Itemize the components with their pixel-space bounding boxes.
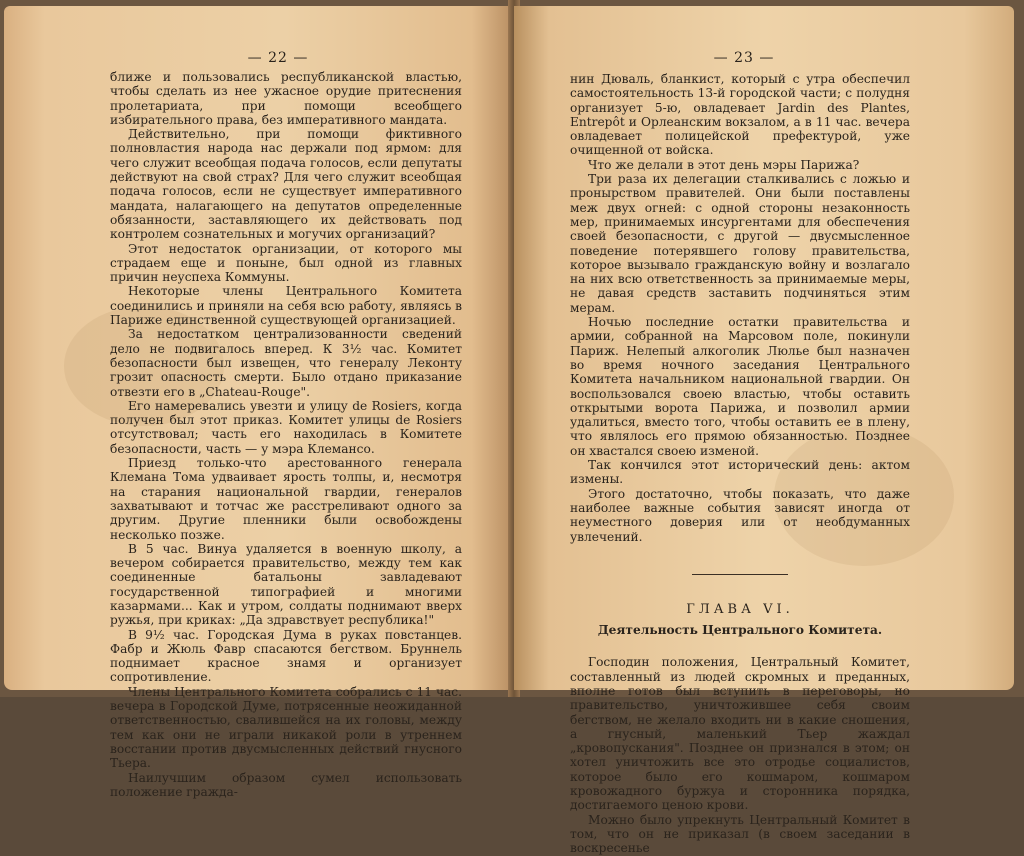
paragraph: Что же делали в этот день мэры Парижа? xyxy=(588,157,860,172)
paragraph: Три раза их делегации сталкивались с ложью и пронырством правителей. Они были поставлены меж двух огней: с одной стороны незаконность мер, принимаемых инсургентами для обеспечения своей безопасности, с другой — двусмысленное поведение потерявшего голову правительства, которое вызывало гражданскую войну и возлагало на них всю ответственность за принимаемые меры, не давая средств заставить подчиняться этим мерам. xyxy=(570,172,910,315)
paragraph: Некоторые члены Центрального Комитета соединились и приняли на себя всю работу, являясь в Париже единственной существующей организацией. xyxy=(110,284,462,328)
paragraph: В 9½ час. Городская Дума в руках повстанцев. Фабр и Жюль Фавр спасаются бегством. Бруннель поднимает красное знамя и организует сопротивление. xyxy=(110,627,462,685)
paragraph: Этого достаточно, чтобы показать, что даже наиболее важные события зависят иногда от неуместного доверия или от необдуманных увлечений. xyxy=(570,486,910,544)
paragraph: Так кончился этот исторический день: актом измены. xyxy=(570,458,910,487)
paragraph: Господин положения, Центральный Комитет, составленный из людей скромных и преданных, вполне готов был вступить в переговоры, но правительство, уничтожившее себя своим бегством, не желало входить ни в какие сношения, а гнусный, маленький Тьер жаждал „кровопускания". Позднее он признался в этом; он хотел уничтожить все это отродье социалистов, которое было его кошмаром, кошмаром кровожадного буржуа и сторонника порядка, достигаемого ценою крови. xyxy=(570,655,910,813)
paragraph: Ночью последние остатки правительства и армии, собранной на Марсовом поле, покинули Париж. Нелепый алкоголик Люлье был назначен во время ночного заседания Центрального Комитета начальником национальной гвардии. Он воспользовался своею властью, чтобы оставить открытыми ворота Парижа, и позволил армии удалиться, вместо того, чтобы оставить ее в плену, что являлось его прямою обязанностью. Позднее он хвастался своею изменой. xyxy=(570,315,910,458)
chapter-paragraphs xyxy=(570,655,910,855)
page-number-right: — 23 — xyxy=(713,50,775,66)
paragraph: Наилучшим образом сумел использовать положение гражда- xyxy=(110,770,462,799)
left-page-text xyxy=(110,70,462,799)
paragraph: Члены Центрального Комитета собрались с 11 час. вечера в Городской Думе, потрясенные неожиданной ответственностью, свалившейся на их головы, между тем как они не играли никакой роли в утреннем восстании против двусмысленных действий гнусного Тьера. xyxy=(110,684,462,771)
chapter-subtitle: Деятельность Центрального Комитета. xyxy=(597,623,883,638)
right-page xyxy=(514,6,1014,856)
page-number-left: — 22 — xyxy=(247,50,309,66)
paragraph: Его намеревались увезти и улицу de Rosiers, когда получен был этот приказ. Комитет улицы de Rosiers отсутствовал; часть его находилась в Комитете безопасности, часть — у мэра Клемансо. xyxy=(110,398,462,456)
paragraph: Приезд только-что арестованного генерала Клемана Тома удваивает ярость толпы, и, несмотря на старания национальной гвардии, генералов захватывают и тотчас же расстреливают одного за другим. Другие пленники были освобождены несколько позже. xyxy=(110,456,462,542)
left-page xyxy=(4,6,512,799)
paragraph: Действительно, при помощи фиктивного полновластия народа нас держали под ярмом: для чего служит всеобщая подача голосов, если депутаты действуют на свой страх? Для чего служит всеобщая подача голосов, если не существует императивного мандата, налагающего на депутатов определенные обязанности, заставляющего их действовать под контролем сознательных и могучих организаций? xyxy=(110,127,462,242)
right-page-paragraphs xyxy=(570,72,910,544)
paragraph: В 5 час. Винуа удаляется в военную школу, а вечером собирается правительство, между тем как соединенные батальоны завладевают государственной типографией и многими казармами... Как и утром, солдаты поднимают вверх ружья, при криках: „Да здравствует республика!" xyxy=(110,541,462,628)
paragraph: нин Дюваль, бланкист, который с утра обеспечил самостоятельность 13-й городской части; с полудня организует 5-ю, овладевает Jardin des Plantes, Entrepôt и Орлеанским вокзалом, а в 11 час. вечера овладевает полицейской префектурой, уже очищенной от войска. xyxy=(570,72,910,158)
right-page-text xyxy=(570,72,910,856)
chapter-heading: ГЛАВА VI. xyxy=(686,601,794,617)
paragraph: ближе и пользовались республиканской властью, чтобы сделать из нее ужасное орудие притеснения пролетариата, при помощи всеобщего избирательного права, без императивного мандата. xyxy=(110,70,462,127)
paragraph: Этот недостаток организации, от которого мы страдаем еще и поныне, был одной из главных причин неуспеха Коммуны. xyxy=(110,241,462,285)
paragraph: Можно было упрекнуть Центральный Комитет в том, что он не приказал (в своем заседании в воскресенье xyxy=(570,812,910,856)
paragraph: За недостатком централизованности сведений дело не подвигалось вперед. К 3½ час. Комитет безопасности был извещен, что генералу Леконту грозит опасность смерти. Было отдано приказание отвезти его в „Chateau-Rouge". xyxy=(110,327,462,399)
section-divider xyxy=(692,574,788,575)
